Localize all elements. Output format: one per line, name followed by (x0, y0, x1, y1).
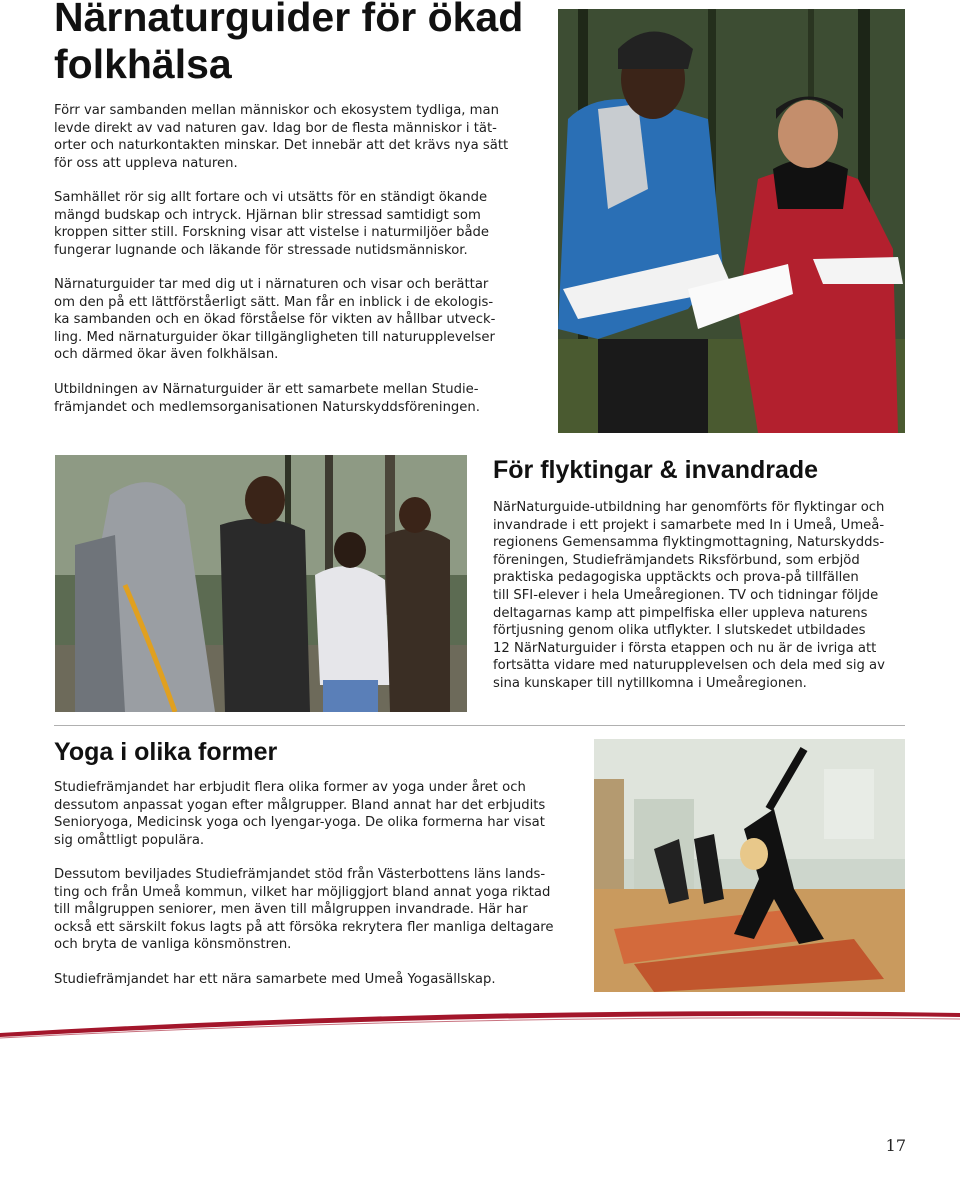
page-number: 17 (885, 1136, 906, 1155)
yoga-heading: Yoga i olika former (54, 738, 278, 766)
yoga-paragraph-3: Studiefrämjandet har ett nära samarbete med Umeå Yogasällskap. (54, 972, 496, 987)
refugees-paragraph: NärNaturguide-utbildning har genomförts för flyktingar och invandrade i ett projekt i samarbete med In i Umeå, Umeå- regionens Gemensamma flyktingmottagning, Naturskydds- föreningen, Studiefrämjandets Riksförbund, som erbjöd praktiska pedagogiska upptäckts och prova-på tillfällen till SFI-elever i hela Umeåregionen. TV och tidningar följde deltagarnas kamp att pimpelfiska eller uppleva naturens förtjusning genom olika utflykter. I slutskedet utbildades 12 NärNaturguider i första etappen och nu är de ivriga att fortsätta vidare med naturupplevelsen och dela med sig av sina kunskaper till nytillkomna i Umeåregionen. (493, 500, 885, 691)
page-title: Närnaturguider för ökad folkhälsa (54, 0, 524, 87)
section-divider (54, 725, 905, 726)
guides-forest-photo (558, 9, 905, 433)
intro-paragraph-4: Utbildningen av Närnaturguider är ett samarbete mellan Studie- främjandet och medlemsorganisationen Naturskyddsföreningen. (54, 382, 480, 415)
intro-paragraph-3: Närnaturguider tar med dig ut i närnaturen och visar och berättar om den på ett lättförståerligt sätt. Man får en inblick i de ekologis- ka sambanden och en ökad förståelse för vikten av hållbar utveck- ling. Med närnaturguider ökar tillgängligheten till naturupplevelser och därmed ökar även folkhälsan. (54, 277, 496, 363)
group-outdoor-photo (55, 455, 467, 712)
intro-paragraph-1: Förr var sambanden mellan människor och ekosystem tydliga, man levde direkt av vad naturen gav. Idag bor de flesta människor i tät- orter och naturkontakten minskar. Det innebär att det krävs nya sätt för oss att uppleva naturen. (54, 103, 509, 171)
decorative-swoosh (0, 1005, 960, 1045)
yoga-paragraph-1: Studiefrämjandet har erbjudit flera olika former av yoga under året och dessutom anpassat yogan efter målgrupper. Bland annat har det erbjudits Senioryoga, Medicinsk yoga och Iyengar-yoga. De olika formerna har visat sig omåttligt populära. (54, 780, 546, 848)
yoga-paragraph-2: Dessutom beviljades Studiefrämjandet stöd från Västerbottens läns lands- ting och från Umeå kommun, vilket har möjliggjort bland annat yoga riktad till målgruppen seniorer, men även till målgruppen invandrade. Här har också ett särskilt fokus lagts på att försöka rekrytera fler manliga deltagare och bryta de vanliga könsmönstren. (54, 867, 554, 953)
intro-paragraph-2: Samhället rör sig allt fortare och vi utsätts för en ständigt ökande mängd budskap och intryck. Hjärnan blir stressad samtidigt som kroppen sitter still. Forskning visar att vistelse i naturmiljöer både fungerar lugnande och läkande för stressade nutidsmänniskor. (54, 190, 490, 258)
yoga-class-photo (594, 739, 905, 992)
refugees-heading: För flyktingar & invandrade (493, 456, 819, 484)
